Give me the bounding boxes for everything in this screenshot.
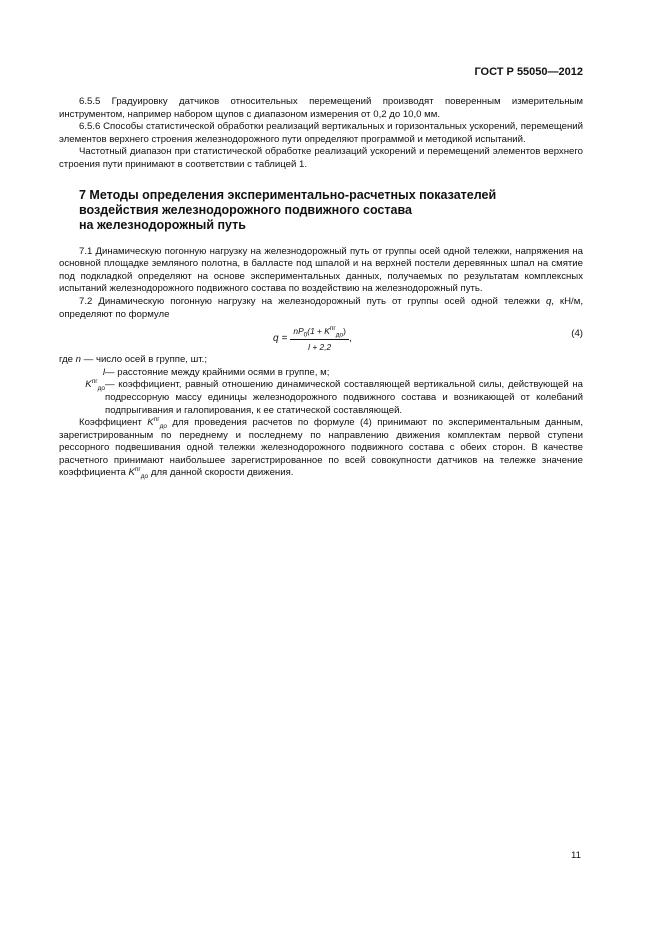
formula-equals: =	[281, 332, 288, 344]
formula-number: (4)	[571, 328, 583, 340]
pk-symbol: K	[147, 417, 154, 429]
pk-sub-2: до	[140, 473, 149, 481]
num-k-sub: до	[335, 331, 344, 339]
num-np: nP	[293, 326, 304, 337]
paragraph-coefficient	[59, 417, 583, 480]
section-heading-line-3: на железнодорожный путь	[79, 217, 246, 232]
def-n-prefix: где	[59, 354, 76, 366]
formula-definitions	[59, 354, 583, 417]
paragraph-7-1: 7.1 Динамическую погонную нагрузку на железнодорожный путь от группы осей одной тележки, напряжения на основной площадке земляного полотна, в балласте под шпалой и на верхней постели деревянных шпал на смятие под подкладкой определяют на основе экспериментальных данных, получаемых по результатам комплексных испытаний железнодорожного подвижного состава по воздействию на железнодорожный путь.	[59, 245, 583, 295]
num-sub-0: 0	[303, 331, 308, 339]
num-k-sup: пг	[329, 325, 336, 333]
def-k-text: — коэффициент, равный отношению динамической составляющей вертикальной силы, действующей на подрессорную массу единицы железнодорожного подвижного состава и возникающей от колебаний подпрыгивания и галопирования, к ее статической составляющей.	[105, 379, 583, 416]
section-heading-line-1: 7 Методы определения экспериментально-расчетных показателей	[79, 187, 497, 202]
def-k-sup: пг	[91, 378, 98, 386]
def-k-symbol	[59, 379, 108, 417]
formula-tail: ,	[348, 332, 352, 344]
def-n-text: — число осей в группе, шт.;	[81, 354, 207, 366]
formula-4	[59, 323, 583, 351]
formula-fraction	[290, 325, 349, 353]
section-heading-line-2: воздействия железнодорожного подвижного состава	[79, 202, 412, 217]
def-l-symbol-text: l	[102, 366, 105, 378]
formula-denominator	[308, 340, 331, 354]
formula-lhs: q	[273, 332, 279, 344]
formula-expression	[273, 325, 352, 353]
def-k-symbol-text: K	[85, 379, 92, 391]
paragraph-7-2	[59, 296, 583, 321]
paragraph-frequency-range: Частотный диапазон при статистической обработке реализаций ускорений и перемещений элементов верхнего строения пути принимают в соответствии с таблицей 1.	[59, 146, 583, 170]
pk-sup-2: пг	[134, 466, 141, 474]
den-text: l + 2,2	[308, 341, 332, 352]
def-k-sub: до	[97, 385, 105, 393]
def-n-symbol: n	[75, 354, 82, 366]
def-l-text: — расстояние между крайними осями в группе, м;	[105, 366, 330, 378]
document-header: ГОСТ Р 55050—2012	[474, 66, 583, 78]
paragraph-6-5-5: 6.5.5 Градуировку датчиков относительных перемещений производят поверенным измерительным инструментом, например набором щупов с диапазоном измерения от 0,2 до 10,0 мм.	[59, 96, 583, 120]
pk-text-b: для проведения расчетов по формуле (4) принимают по экспериментальным данным, зарегистрированным по переднему и последнему по направлению движения комплектам первой ступени рессорного подвешивания одной тележки железнодорожного подвижного состава с обеих сторон. В качестве расчетного принимают наибольшее зарегистрированное по всей совокупности датчиков на тележке значение коэффициента	[59, 417, 583, 479]
pk-symbol-2: K	[128, 467, 135, 479]
pk-sup: пг	[153, 415, 160, 423]
def-l-symbol	[59, 367, 108, 380]
pk-text-c: для данной скорости движения.	[148, 467, 294, 479]
p72-text-b: , кН/м, определяют по формуле	[59, 295, 583, 320]
formula-numerator	[290, 325, 349, 340]
num-k: (1 + K	[307, 326, 330, 337]
def-k	[59, 379, 583, 417]
paragraph-6-5-6: 6.5.6 Способы статистической обработки реализаций вертикальных и горизонтальных ускорений, перемещений элементов верхнего строения железнодорожного пути определяют программой и методикой испытаний.	[59, 121, 583, 145]
p72-var-q: q	[545, 295, 552, 307]
pk-text-a: Коэффициент	[79, 417, 148, 429]
page-body	[59, 96, 583, 480]
pk-sub: до	[159, 423, 167, 430]
p72-text-a: 7.2 Динамическую погонную нагрузку на железнодорожный путь от группы осей одной тележки	[79, 295, 546, 307]
num-close: )	[343, 326, 346, 337]
def-n	[59, 354, 583, 367]
def-l	[59, 367, 583, 380]
page-number: 11	[571, 850, 581, 861]
section-7-heading	[59, 188, 583, 233]
